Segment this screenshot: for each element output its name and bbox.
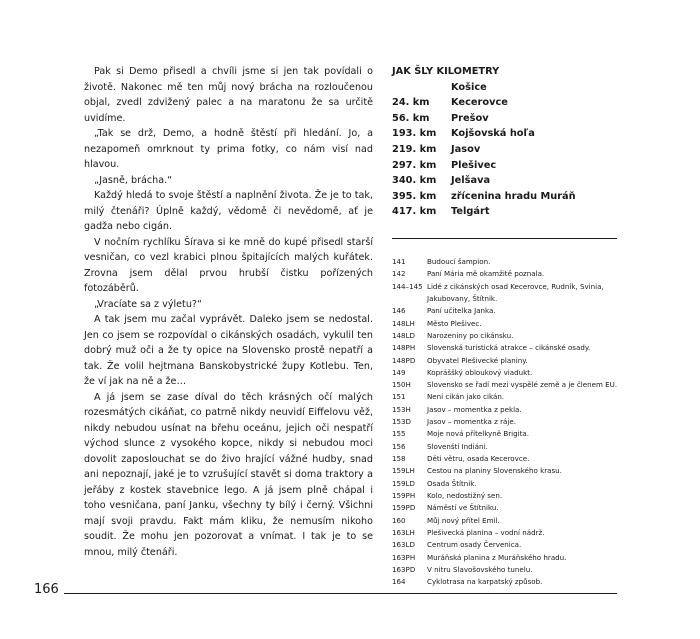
kilometer-distance: 417. km	[392, 206, 437, 218]
kilometer-row	[392, 158, 622, 174]
paragraph: V nočním rychlíku Šírava si ke mně do kupé přisedl starší vesničan, co vezl krabici plnou špitajících malých kuřátek. Zrovna jsem dělal prvou hrubší čistku pořízených fotozáběrů.	[84, 236, 373, 294]
photo-note-caption: Budoucí šampion.	[427, 257, 491, 266]
kilometer-distance: 193. km	[392, 128, 437, 140]
photo-note	[392, 391, 620, 403]
photo-note-page: 153H	[392, 404, 411, 414]
photo-note-caption: Jasov – momentka z ráje.	[427, 417, 516, 427]
photo-note	[392, 404, 620, 416]
photo-note	[392, 355, 620, 367]
photo-note	[392, 441, 620, 453]
kilometer-distance: 24. km	[392, 97, 430, 109]
photo-note-page: 150H	[392, 380, 411, 390]
photo-note-caption: Narozeniny po cikánsku.	[427, 330, 514, 340]
paragraph: A tak jsem mu začal vyprávět. Daleko jsem se nedostal. Jen co jsem se rozpovídal o cikánských osadách, vykulil ten dobrý muž oči a že ty opice na Slovensko prostě nepatří a tak. Že volil hejtmana Banskobystrické župy Kotlebu. Ten, že ví jak na ně a že…	[84, 314, 373, 387]
photo-note	[392, 342, 620, 354]
photo-note	[392, 256, 620, 268]
section-divider	[392, 238, 617, 239]
paragraph: „Jasně, brácha.“	[94, 174, 173, 186]
photo-note	[392, 416, 620, 428]
kilometer-place: Kecerovce	[451, 97, 508, 109]
photo-note-caption: Paní učitelka Janka.	[427, 306, 496, 316]
kilometers-title: JAK ŠLY KILOMETRY	[392, 66, 500, 77]
photo-note-caption: Město Plešivec.	[427, 318, 482, 328]
photo-note-page: 159PH	[392, 490, 416, 500]
photo-note-caption: Obyvatel Plešivecké planiny.	[427, 355, 528, 365]
photo-note	[392, 527, 620, 539]
kilometer-row	[392, 95, 622, 111]
photo-note	[392, 428, 620, 440]
photo-note-caption: Centrum osady Červenica.	[427, 540, 522, 550]
kilometer-row	[392, 173, 622, 189]
kilometer-row	[392, 204, 622, 220]
kilometer-row	[392, 111, 622, 127]
photo-note-caption: Jasov – momentka z pekla.	[427, 404, 522, 414]
photo-note-page: 163LH	[392, 527, 415, 537]
photo-note-caption: Náměstí ve Štítniku.	[427, 503, 499, 513]
photo-note-page: 160	[392, 515, 406, 525]
photo-note-caption: Lidé z cikánských osad Kecerovce, Rudník, Svinia, Jakubovany, Štítnik.	[427, 281, 604, 303]
photo-note-caption: Kolo, nedostižný sen.	[427, 490, 503, 500]
photo-note	[392, 281, 620, 306]
kilometer-distance: 395. km	[392, 190, 437, 202]
photo-note-page: 153D	[392, 417, 412, 427]
photo-note-page: 141	[392, 257, 406, 266]
kilometer-row	[392, 142, 622, 158]
kilometer-place: Prešov	[451, 112, 489, 124]
photo-note-page: 146	[392, 306, 406, 316]
kilometer-row	[392, 126, 622, 142]
photo-note	[392, 515, 620, 527]
photo-notes-list	[392, 256, 620, 588]
kilometer-distance: 219. km	[392, 143, 437, 155]
paragraph: A já jsem se zase díval do těch krásných očí malých rozesmátých cikáňat, co patrně nikdy neuvidí Eiffelovu věž, nikdy nebudou usínat na břehu oceánu, jejich oči nespatří východ slunce z vysokého kopce, nikdy si nebudou moci dovolit zaposlouchat se do živo hrající vážné hudby, snad ani nepoznají, jaké je to vzrušující stavět si doma traktory a jeřáby z kostek stavebnice lego. A já jsem plně chápal i toho vesničana, paní Janku, všechny ty bílý i černý. Všichni mají svoji pravdu. Fakt mám kliku, že nemusím nikoho soudit. Že mohu jen pozorovat a vnímat. I tak je to se mnou, milý čtenáři.	[84, 391, 373, 558]
photo-note-caption: Cyklotrasa na karpatský způsob.	[427, 577, 543, 587]
photo-note-page: 159LH	[392, 466, 415, 476]
main-text-column	[84, 64, 373, 560]
kilometer-place: Plešivec	[451, 159, 497, 171]
photo-note-page: 163LD	[392, 540, 415, 550]
kilometer-row	[392, 80, 622, 96]
kilometer-distance	[392, 80, 451, 96]
kilometer-row	[392, 189, 622, 205]
photo-note-page: 159LD	[392, 478, 415, 488]
photo-note-caption: Osada Štítnik.	[427, 478, 477, 488]
photo-note-caption: Moje nová přítelkyně Brigita.	[427, 429, 529, 439]
photo-note-caption: Plešivecká planina – vodní nádrž.	[427, 527, 545, 537]
photo-note	[392, 552, 620, 564]
photo-note-page: 142	[392, 269, 406, 279]
photo-note-page: 163PD	[392, 564, 416, 574]
photo-note-page: 148PH	[392, 343, 416, 353]
photo-note-page: 144–145	[392, 281, 423, 291]
kilometers-box	[392, 64, 622, 220]
photo-note-page: 148LH	[392, 318, 415, 328]
photo-note	[392, 564, 620, 576]
photo-note	[392, 379, 620, 391]
photo-note-caption: Slovenští Indiáni.	[427, 441, 488, 451]
kilometers-list	[392, 80, 622, 220]
photo-note	[392, 318, 620, 330]
photo-note-page: 159PD	[392, 503, 416, 513]
kilometer-place: Telgárt	[451, 206, 490, 218]
photo-note	[392, 453, 620, 465]
photo-note	[392, 330, 620, 342]
footer-rule	[64, 593, 617, 594]
photo-note-page: 151	[392, 392, 406, 402]
photo-note	[392, 576, 620, 588]
photo-note-caption: Paní Mária mě okamžitě poznala.	[427, 269, 545, 279]
paragraph: Pak si Demo přisedl a chvíli jsme si jen tak povídali o životě. Nakonec mě ten můj nový brácha na rozloučenou objal, zvedl zdvižený palec a na maratonu že sa určitě uvidíme.	[84, 66, 373, 124]
photo-note-caption: Není cikán jako cikán.	[427, 392, 505, 402]
photo-note	[392, 305, 620, 317]
photo-note-caption: Slovensko se řadí mezi vyspělé země a je členem EU.	[427, 380, 618, 390]
photo-note-caption: Cestou na planiny Slovenského krasu.	[427, 466, 562, 476]
photo-note	[392, 478, 620, 490]
kilometer-place: zřícenina hradu Muráň	[451, 190, 576, 202]
photo-note-caption: Můj nový přítel Emil.	[427, 515, 500, 525]
kilometer-place: Košice	[451, 81, 487, 93]
photo-note-page: 155	[392, 429, 406, 439]
photo-note-page: 149	[392, 367, 406, 377]
photo-note	[392, 490, 620, 502]
paragraph: Každý hledá to svoje štěstí a naplnění života. Že je to tak, milý čtenáři? Úplně každý, vědomě či nevědomě, ať je gadža nebo cigán.	[84, 190, 373, 232]
photo-note-caption: Muráňská planina z Muráňského hradu.	[427, 552, 567, 562]
photo-note	[392, 268, 620, 280]
kilometer-place: Jelšava	[451, 175, 491, 187]
kilometer-distance: 56. km	[392, 112, 430, 124]
photo-note-caption: Kopráššký obloukový viadukt.	[427, 367, 533, 377]
page-number: 166	[34, 582, 59, 597]
photo-note-page: 148PD	[392, 355, 416, 365]
kilometer-place: Kojšovská hoľa	[451, 128, 535, 140]
paragraph: „Tak se drž, Demo, a hodně štěstí při hledání. Jo, a nezapomeň omrknout ty prima fotky, co nám visí nad hlavou.	[84, 128, 373, 170]
photo-note-page: 148LD	[392, 330, 415, 340]
photo-note	[392, 539, 620, 551]
photo-note-caption: Slovenská turistická atrakce – cikánské osady.	[427, 343, 591, 353]
kilometer-place: Jasov	[451, 143, 481, 155]
photo-note	[392, 465, 620, 477]
photo-note	[392, 502, 620, 514]
photo-note-page: 156	[392, 441, 406, 451]
paragraph: „Vracíate sa z výletu?“	[94, 298, 202, 310]
photo-note-caption: Děti větru, osada Kecerovce.	[427, 454, 530, 463]
kilometer-distance: 340. km	[392, 175, 437, 187]
kilometer-distance: 297. km	[392, 159, 437, 171]
photo-note-page: 164	[392, 577, 406, 587]
photo-note-page: 158	[392, 454, 406, 463]
photo-note	[392, 367, 620, 379]
photo-note-caption: V nitru Slavošovského tunelu.	[427, 564, 533, 574]
photo-note-page: 163PH	[392, 552, 416, 562]
